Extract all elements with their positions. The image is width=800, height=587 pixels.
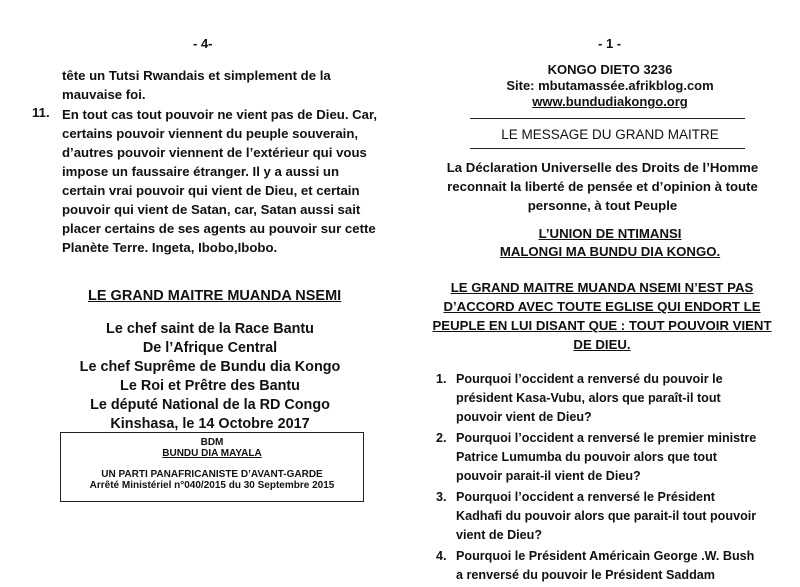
text-line: Pourquoi l’occident a renversé le premier ministre — [456, 431, 757, 445]
party-name: BUNDU DIA MAYALA — [162, 448, 262, 459]
headline — [414, 278, 790, 354]
title-line: Le député National de la RD Congo — [90, 397, 330, 413]
divider — [470, 148, 745, 149]
list-item — [436, 488, 792, 545]
text-line: L’UNION DE NTIMANSI — [538, 226, 682, 241]
question-number: 4. — [436, 549, 447, 563]
divider — [470, 118, 745, 119]
text-line: président Kasa-Vubu, alors que paraît-il tout — [456, 391, 721, 405]
question-number: 1. — [436, 372, 447, 386]
text-line: DE DIEU. — [573, 337, 631, 352]
text-line: Pourquoi l’occident a renversé du pouvoir le — [456, 372, 723, 386]
site-url[interactable]: www.bundudiakongo.org — [532, 94, 688, 109]
grand-master-titles — [60, 320, 360, 434]
item-number: 11. — [32, 105, 50, 120]
text-line: reconnait la liberté de pensée et d’opinion à toute — [447, 179, 758, 194]
message-label: LE MESSAGE DU GRAND MAITRE — [501, 127, 719, 142]
text-line: Kadhafi du pouvoir alors que parait-il tout pouvoir — [456, 509, 757, 523]
party-box — [60, 432, 364, 502]
text-line: d’autres pouvoir viennent de l’extérieur qui vous — [62, 145, 367, 160]
title-line: Le chef Suprême de Bundu dia Kongo — [79, 359, 341, 375]
text-line: a renversé du pouvoir le Président Saddam — [456, 568, 715, 582]
question-number: 3. — [436, 490, 447, 504]
question-number: 2. — [436, 431, 447, 445]
title-line: Le chef saint de la Race Bantu — [106, 321, 314, 337]
text-line: D’ACCORD AVEC TOUTE EGLISE QUI ENDORT LE — [443, 299, 761, 314]
text-line: Patrice Lumumba du pouvoir alors que tout — [456, 450, 717, 464]
text-line: La Déclaration Universelle des Droits de l’Homme — [446, 160, 759, 175]
party-tagline: UN PARTI PANAFRICANISTE D’AVANT-GARDE — [101, 469, 323, 480]
text-line: impose un faussaire étranger. Il y a aussi un — [62, 164, 340, 179]
right-page — [400, 0, 800, 582]
text-line: Pourquoi le Président Américain George .W. Bush — [456, 549, 755, 563]
text-line: certain vrai pouvoir qui vient de Dieu, et certain — [62, 183, 360, 198]
questions-list — [436, 370, 792, 587]
title-line: Kinshasa, le 14 Octobre 2017 — [110, 416, 310, 432]
text-line: LE GRAND MAITRE MUANDA NSEMI N’EST PAS — [450, 280, 754, 295]
text-line: MALONGI MA BUNDU DIA KONGO. — [499, 244, 721, 259]
header-title: KONGO DIETO 3236 — [547, 62, 673, 77]
text-line: vient de Dieu? — [456, 528, 543, 542]
grand-master-title: LE GRAND MAITRE MUANDA NSEMI — [88, 288, 342, 304]
text-line: pouvoir qui vient de Satan, car, Satan aussi sait — [62, 202, 361, 217]
union-title — [460, 225, 760, 261]
text-line: mauvaise foi. — [62, 87, 146, 102]
text-line: personne, à tout Peuple — [527, 198, 678, 213]
item-paragraph — [62, 105, 377, 257]
text-line: tête un Tutsi Rwandais et simplement de la — [62, 68, 331, 83]
left-page — [0, 0, 400, 582]
page-number: - 4- — [193, 36, 213, 51]
party-decree: Arrêté Ministériel n°040/2015 du 30 Septembre 2015 — [89, 480, 335, 491]
party-abbr: BDM — [200, 437, 224, 448]
text-line: placer certains de ses agents au pouvoir sur cette — [62, 221, 376, 236]
list-item — [436, 370, 792, 427]
list-item — [436, 429, 792, 486]
header-block — [460, 62, 760, 110]
text-line: pouvoir vient de Dieu? — [456, 410, 592, 424]
text-line: En tout cas tout pouvoir ne vient pas de Dieu. Car, — [62, 107, 378, 122]
title-line: De l’Afrique Central — [142, 340, 278, 356]
site-line: Site: mbutamassée.afrikblog.com — [506, 78, 714, 93]
text-line: certains pouvoir viennent du peuple souverain, — [62, 126, 359, 141]
page-number: - 1 - — [598, 36, 622, 51]
text-line: PEUPLE EN LUI DISANT QUE : TOUT POUVOIR VIENT — [432, 318, 772, 333]
continuation-text — [62, 66, 331, 104]
list-item — [436, 547, 792, 585]
title-line: Le Roi et Prêtre des Bantu — [120, 378, 300, 394]
text-line: pouvoir parait-il vient de Dieu? — [456, 469, 641, 483]
text-line: Planète Terre. Ingeta, Ibobo,Ibobo. — [62, 240, 278, 255]
declaration — [420, 158, 785, 215]
text-line: Pourquoi l’occident a renversé le Président — [456, 490, 715, 504]
